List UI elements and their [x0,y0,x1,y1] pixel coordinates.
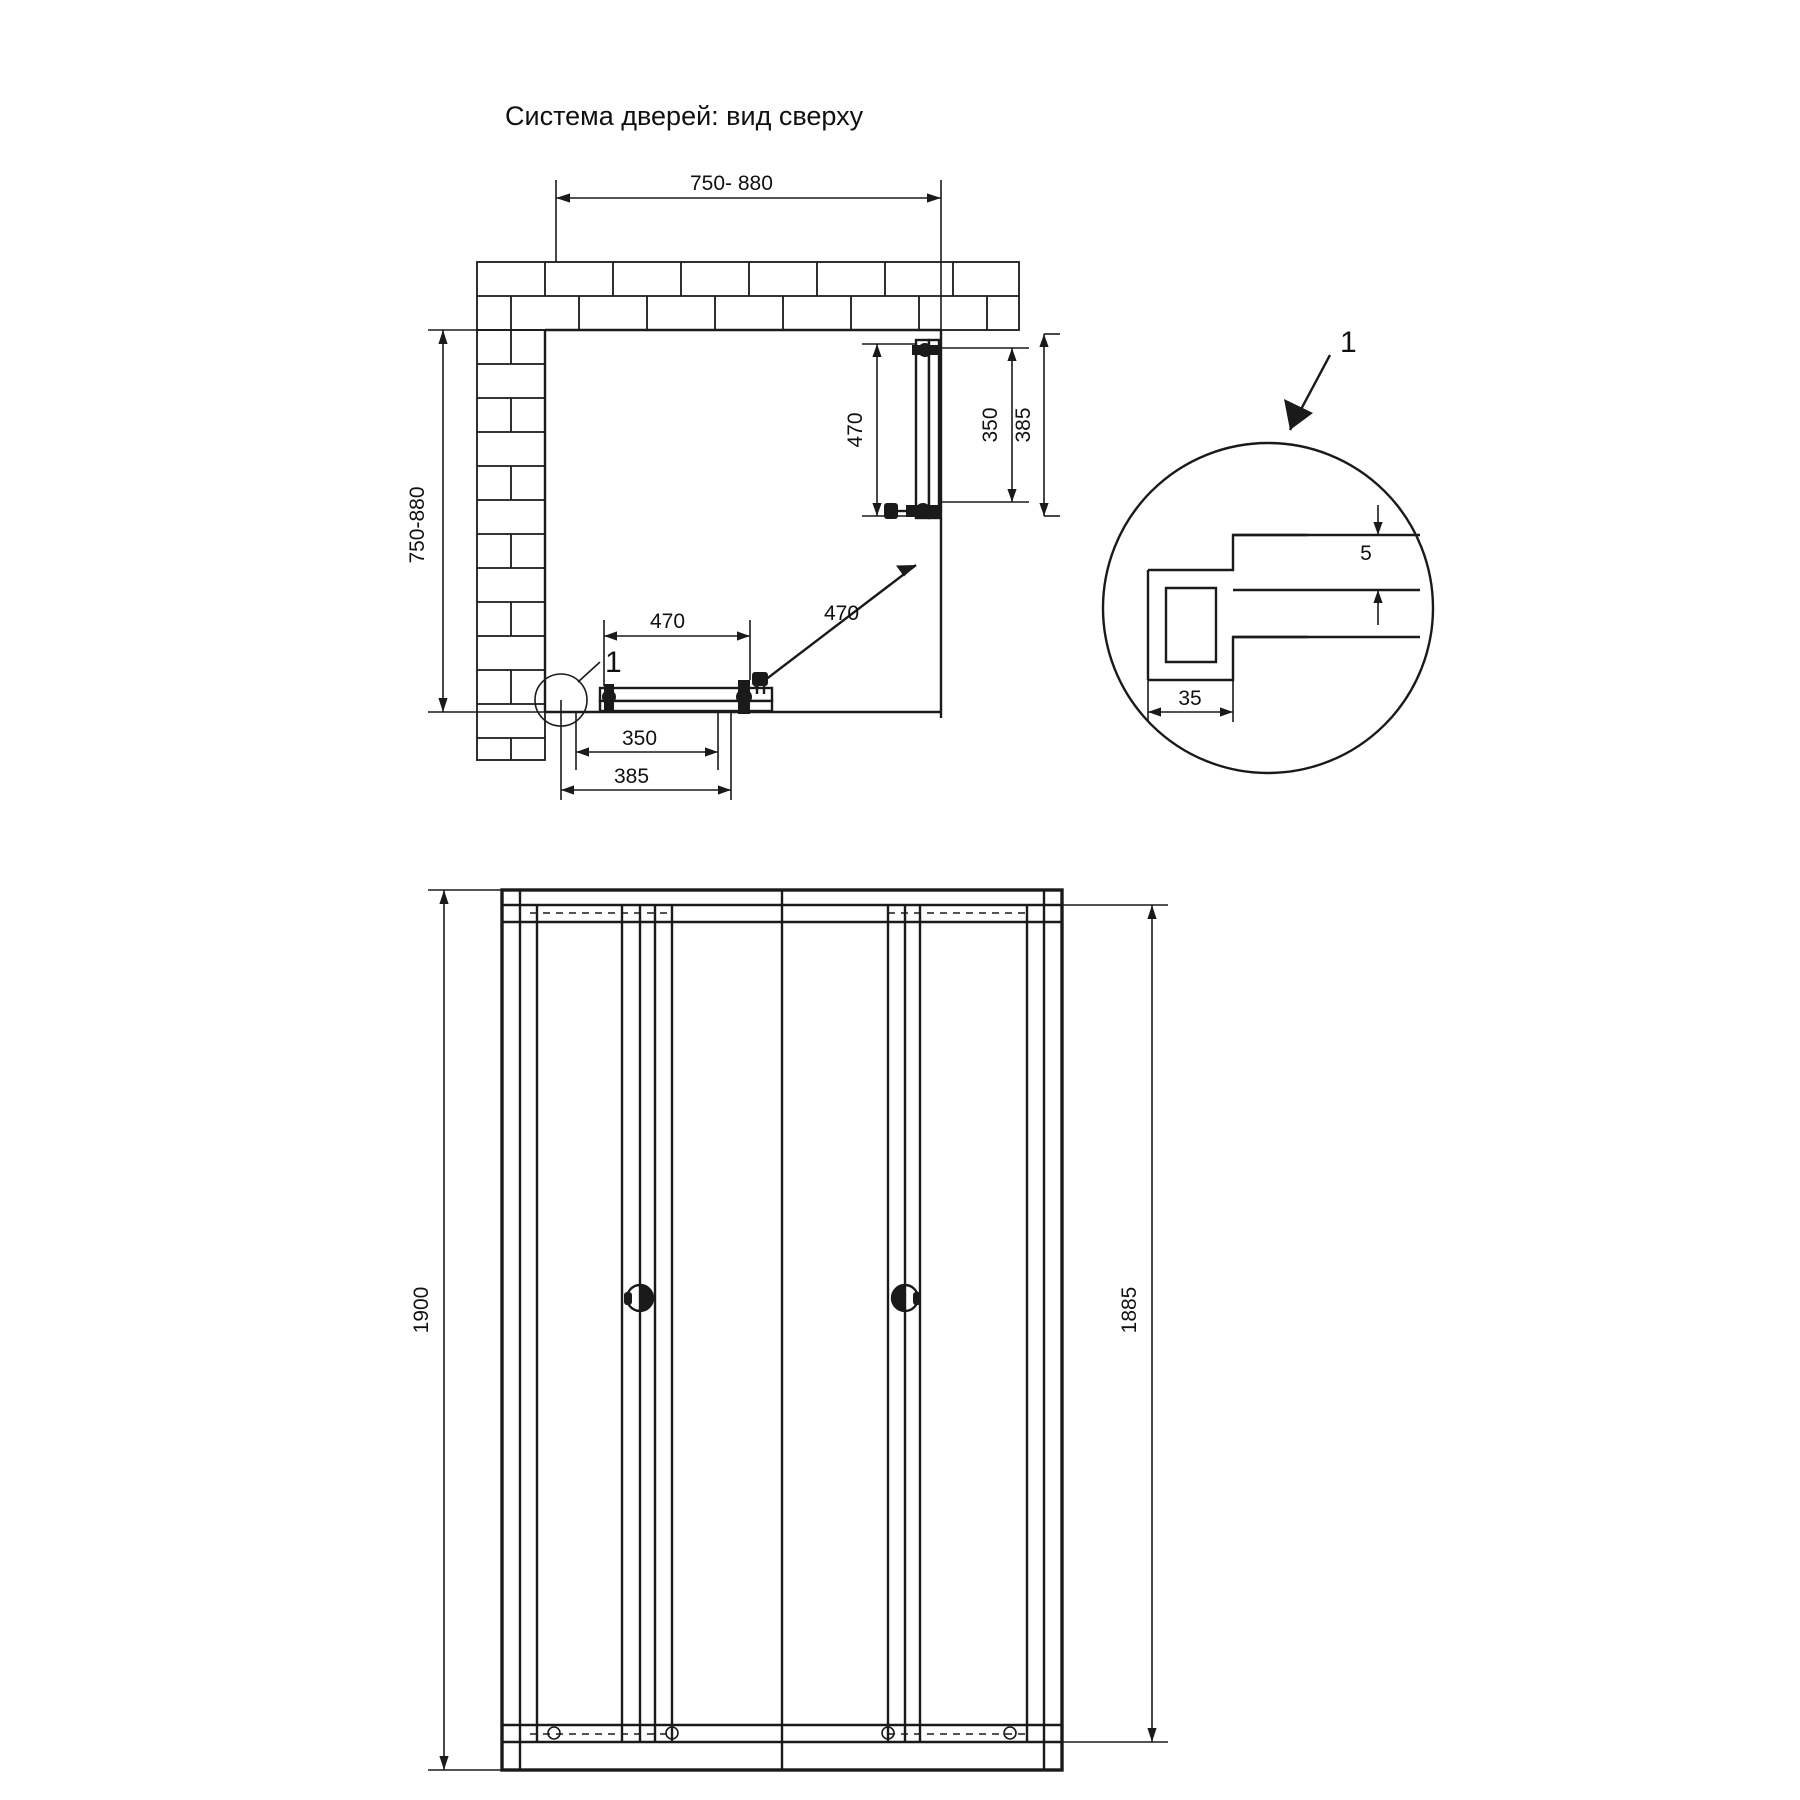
dim-right-470 [844,344,916,516]
dim-front-1900-text: 1900 [410,1286,433,1334]
dim-detail-35-text: 35 [1178,687,1202,710]
dim-left-height [406,330,560,712]
door-panel-bottom [600,672,772,714]
front-view-group [410,890,1168,1770]
dim-right-350-text: 350 [979,407,1002,443]
dim-bottom-350-text: 350 [622,727,658,750]
detail-marker-1-label: 1 [1340,326,1357,359]
dim-bottom-385-text: 385 [614,765,650,788]
dim-top-width-text: 750- 880 [690,172,773,195]
dim-bottom-470 [604,610,750,686]
dim-left-height-text: 750-880 [406,486,429,564]
handle-left [624,1285,653,1311]
dim-detail-35 [1148,680,1233,722]
dim-detail-5-text: 5 [1360,542,1372,565]
dim-front-1900 [410,890,502,1770]
profile-section [1148,535,1420,680]
detail-leader [1284,326,1357,430]
dim-right-470-text: 470 [844,412,867,448]
handle-right [892,1285,921,1311]
dim-detail-5 [1352,505,1400,625]
dim-right-385-text: 385 [1012,407,1035,443]
dim-right-385 [1012,334,1060,516]
swing-arrow-label: 470 [824,602,860,625]
dim-bottom-470-text: 470 [650,610,686,633]
swing-arrow [752,565,916,690]
detail-view-group [1103,326,1433,773]
page-title: Система дверей: вид сверху [505,101,864,131]
top-view-group [406,172,1060,800]
dim-front-1885 [1062,905,1168,1742]
detail-marker-1-top-label: 1 [605,646,622,679]
dim-bottom-350 [576,712,718,770]
door-panel-right [884,340,940,519]
dim-front-1885-text: 1885 [1118,1286,1141,1334]
